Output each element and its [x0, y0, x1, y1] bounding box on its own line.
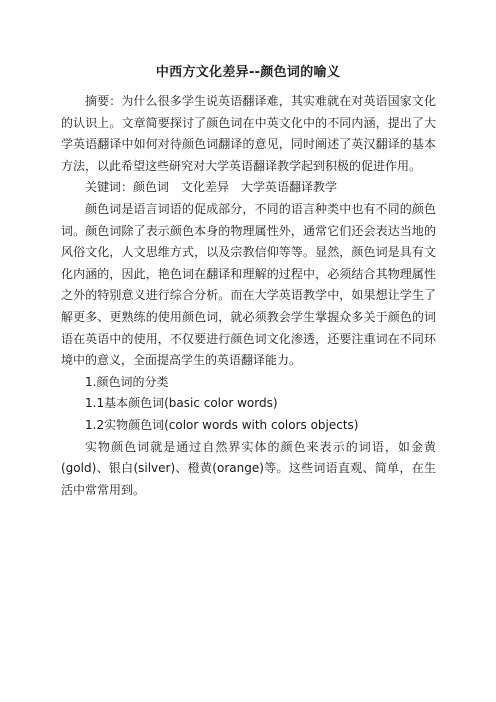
document-title: 中西方文化差异--颜色词的喻义	[155, 65, 341, 80]
section-heading-1-1: 1.1基本颜色词(basic color words)	[85, 396, 278, 411]
abstract-paragraph: 摘要：为什么很多学生说英语翻译难，其实难就在对英语国家文化的认识上。文章简要探讨了颜色词在中英文化中的不同内涵，提出了大学英语翻译中如何对待颜色词翻译的意见，同时阐述了英汉翻译的基本方法，以此希望这些研究对大学英语翻译教学起到积极的促进作用。	[61, 94, 436, 173]
intro-paragraph: 颜色词是语言词语的促成部分，不同的语言种类中也有不同的颜色词。颜色词除了表示颜色本身的物理属性外，通常它们还会表达当地的风俗文化，人文思维方式，以及宗教信仰等等。显然，颜色词是具有文化内涵的，因此，艳色词在翻译和理解的过程中，必须结合其物理属性之外的特别意义进行综合分析。而在大学英语教学中，如果想让学生了解更多、更熟练的使用颜色词，就必须教会学生掌握众多关于颜色的词语在英语中的使用，不仅要进行颜色词文化渗透，还要注重词在不同环境中的意义，全面提高学生的英语翻译能力。	[61, 201, 436, 368]
section-1-2-paragraph: 实物颜色词就是通过自然界实体的颜色来表示的词语，如金黄(gold)、银白(silver)、橙黄(orange)等。这些词语直观、简单，在生活中常常用到。	[61, 439, 436, 497]
section-heading-1-2: 1.2实物颜色词(color words with colors objects)	[85, 417, 359, 432]
section-heading-1: 1.颜色词的分类	[85, 374, 169, 389]
keywords-label: 关键词：	[85, 180, 134, 195]
keyword-item: 颜色词	[133, 180, 170, 195]
keywords-line	[61, 177, 436, 199]
keyword-item: 文化差异	[181, 180, 230, 195]
document-body	[61, 91, 436, 501]
keyword-item: 大学英语翻译教学	[241, 180, 338, 195]
